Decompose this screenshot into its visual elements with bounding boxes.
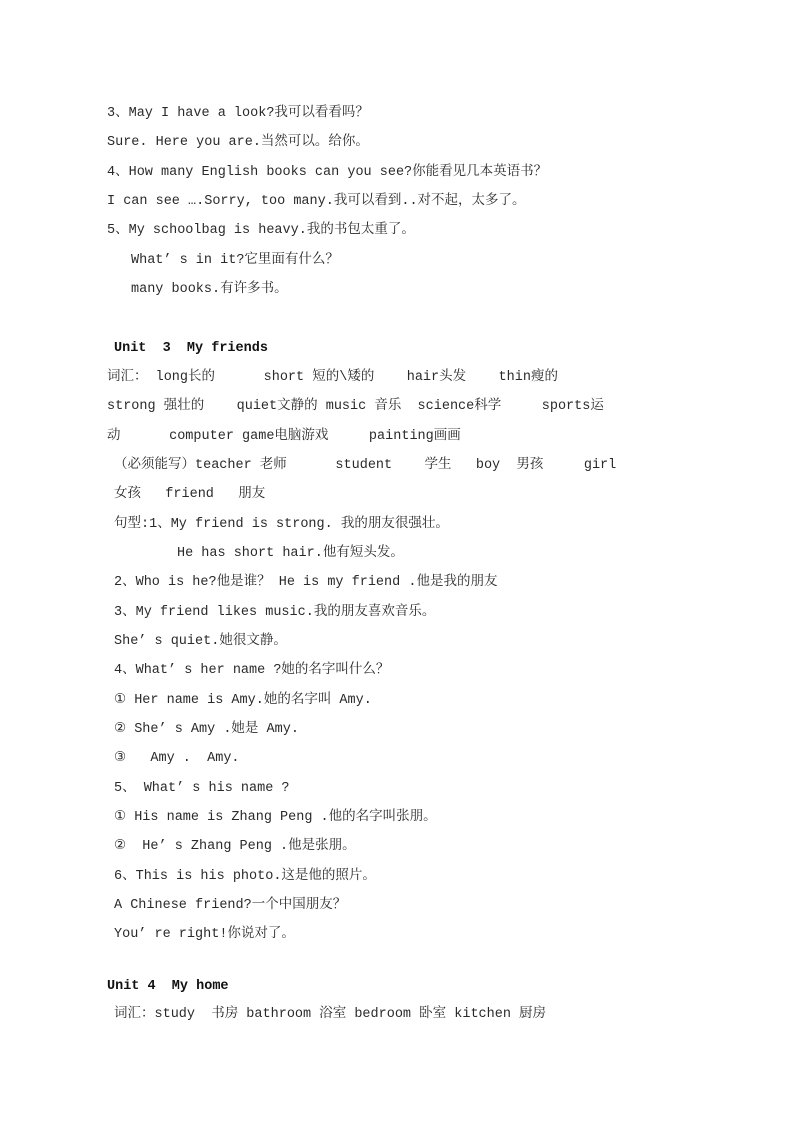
vocab-line: 词汇： long长的 short 短的\矮的 hair头发 thin瘦的 <box>107 370 558 385</box>
sentence-line: 3、May I have a look?我可以看看吗？ <box>107 106 369 121</box>
sentence-line: She’ s quiet.她很文静。 <box>114 634 287 649</box>
sentence-line: What’ s in it?它里面有什么？ <box>131 253 339 268</box>
sentence-line: 6、This is his photo.这是他的照片。 <box>114 869 376 884</box>
sentence-line: many books.有许多书。 <box>131 282 288 297</box>
sentence-line: ① Her name is Amy.她的名字叫 Amy. <box>114 693 372 708</box>
unit-heading: Unit 4 My home <box>107 979 229 994</box>
sentence-line: A Chinese friend?一个中国朋友？ <box>114 898 347 913</box>
vocab-line: （必须能写）teacher 老师 student 学生 boy 男孩 girl <box>114 458 617 473</box>
sentence-line: 4、What’ s her name ?她的名字叫什么？ <box>114 663 390 678</box>
sentence-line: I can see ….Sorry, too many.我可以看到..对不起，太多了。 <box>107 194 526 209</box>
vocab-line: 女孩 friend 朋友 <box>114 487 266 502</box>
sentence-line: 3、My friend likes music.我的朋友喜欢音乐。 <box>114 605 436 620</box>
sentence-line: You’ re right!你说对了。 <box>114 927 295 942</box>
sentence-line: Sure. Here you are.当然可以。给你。 <box>107 135 369 150</box>
sentence-line: ③ Amy . Amy. <box>114 751 240 766</box>
sentence-line: 5、My schoolbag is heavy.我的书包太重了。 <box>107 223 415 238</box>
vocab-line: 词汇：study 书房 bathroom 浴室 bedroom 卧室 kitchen 厨房 <box>114 1007 547 1022</box>
sentence-line: ② He’ s Zhang Peng .他是张朋。 <box>114 839 356 854</box>
sentence-line: ① His name is Zhang Peng .他的名字叫张朋。 <box>114 810 437 825</box>
vocab-line: strong 强壮的 quiet文静的 music 音乐 science科学 sports运 <box>107 399 604 414</box>
unit-heading: Unit 3 My friends <box>114 341 268 356</box>
sentence-line: 5、 What’ s his name ? <box>114 781 290 796</box>
sentence-line: 4、How many English books can you see?你能看见几本英语书？ <box>107 165 548 180</box>
sentence-line: He has short hair.他有短头发。 <box>177 546 404 561</box>
vocab-line: 动 computer game电脑游戏 painting画画 <box>107 429 461 444</box>
sentence-line: 2、Who is he?他是谁？ He is my friend .他是我的朋友 <box>114 575 498 590</box>
sentence-line: ② She’ s Amy .她是 Amy. <box>114 722 299 737</box>
sentence-line: 句型:1、My friend is strong. 我的朋友很强壮。 <box>114 517 449 532</box>
